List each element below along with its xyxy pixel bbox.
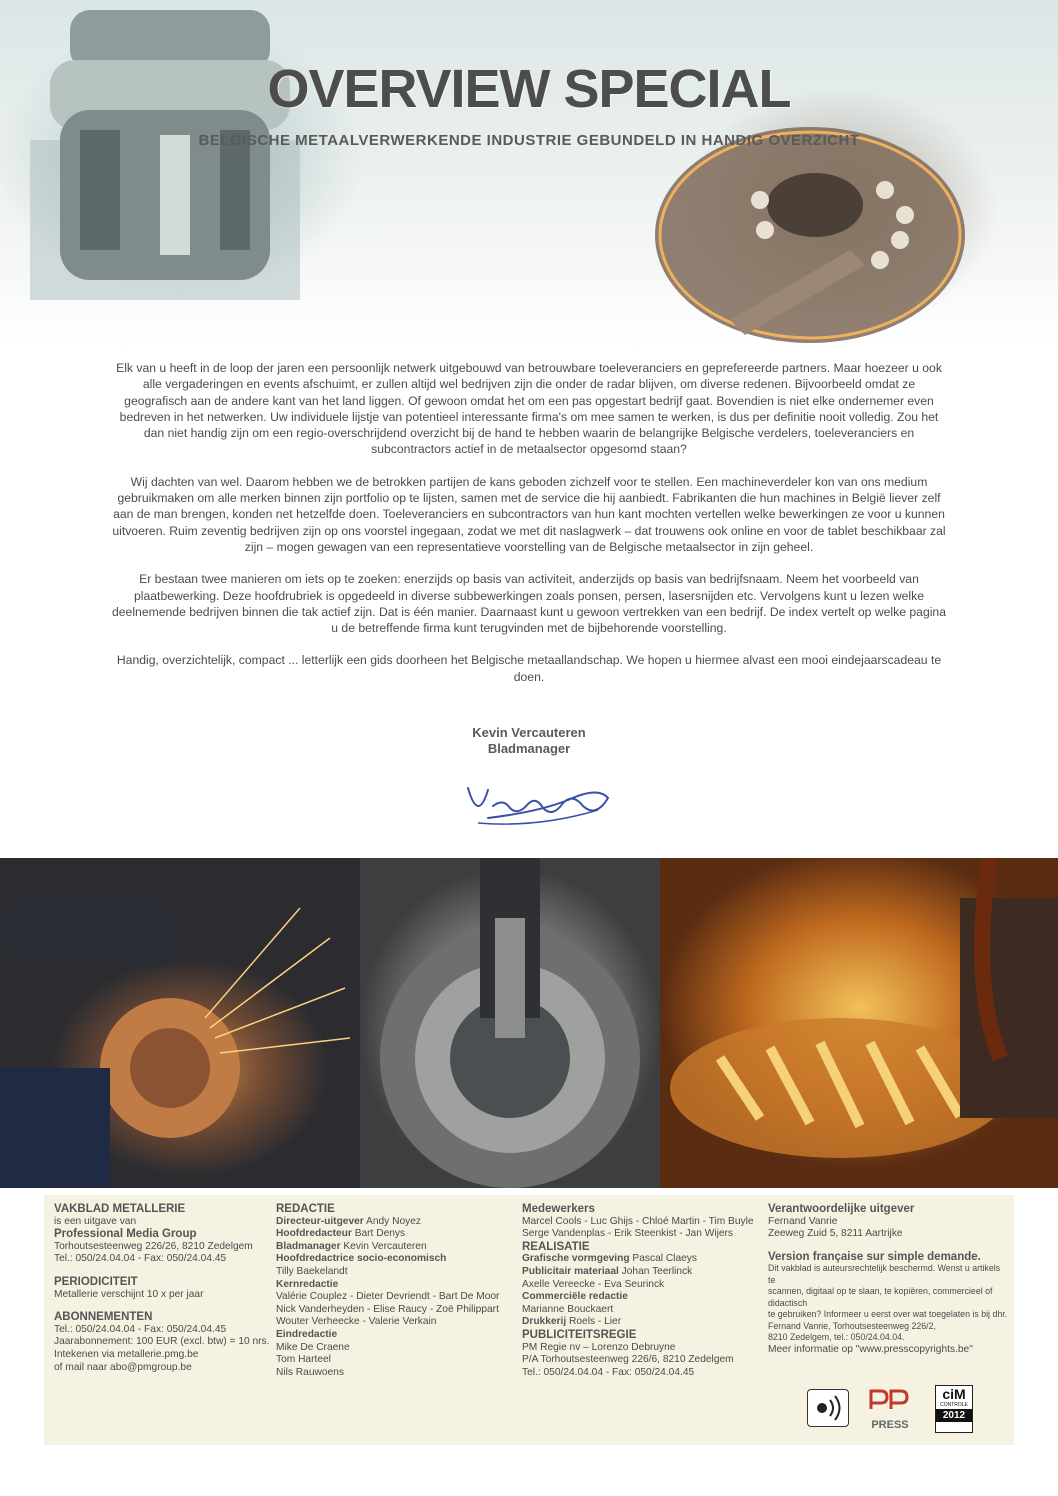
colophon-line: Jaarabonnement: 100 EUR (excl. btw) = 10 nrs. (54, 1336, 270, 1348)
gear-cutting-photo (360, 858, 660, 1188)
page-subtitle: BELGISCHE METAALVERWERKENDE INDUSTRIE GEBUNDELD IN HANDIG OVERZICHT (198, 132, 860, 149)
role-label: Eindredactie (276, 1328, 338, 1340)
article-paragraph: Er bestaan twee manieren om iets op te zoeken: enerzijds op basis van activiteit, anderzijds op basis van bedrijfsnaam. Neem het voorbeeld van plaatbewerking. Deze hoofdrubriek is opgedeeld in diverse subbewerkingen zoals ponsen, persen, lasersnijden etc. Vervolgens kunt u lezen welke deelnemende bedrijven binnen die tak actief zijn. Dat is één manier. Daarnaast kunt u gewoon vertrekken van een bedrijf. De index vertelt op welke pagina u de betreffende firma kunt terugvinden met de bijbehorende voorstelling. (112, 572, 946, 636)
colophon-line (522, 1266, 762, 1279)
role-name: Kevin Vercauteren (343, 1240, 427, 1252)
role-name: Marcel Cools - Luc Ghijs - Chloé Martin - Tim Buyle (522, 1215, 754, 1227)
colophon-heading: REALISATIE (522, 1240, 590, 1253)
role-name: Pascal Claeys (632, 1253, 697, 1265)
laser-cut-disc-image (650, 120, 970, 350)
colophon-publisher (54, 1203, 274, 1374)
cim-logo-icon: ciM CONTROLE 2012 (935, 1385, 973, 1433)
industrial-photo-strip (0, 858, 1058, 1188)
colophon-line: Fernand Vanrie (768, 1215, 838, 1227)
article-paragraph: Wij dachten van wel. Daarom hebben we de betrokken partijen de kans geboden zichzelf voor te stellen. Een machineverdeler kon van ons medium gebruikmaken om alle merken binnen zijn portfolio op te lijsten, samen met de service die hij aanbiedt. Fabrikanten die hun machines in België liever zelf aan de man brengen, konden net hetzelfde doen. Toeleveranciers en subcontractors van hun kant mochten vertellen welke bewerkingen ze voor u kunnen uitvoeren. Ruim zeventig bedrijven zijn op ons voorstel ingegaan, zodat we met dit naslagwerk – dat trouwens ook online en voor de tablet beschikbaar zal zijn – mogen gewagen van een representatieve voorstelling van de Belgische metaalsector in zijn geheel. (112, 474, 946, 554)
colophon-line (276, 1241, 516, 1254)
role-name: Tel.: 050/24.04.04 - Fax: 050/24.04.45 (522, 1366, 695, 1378)
role-label: Drukkerij (522, 1316, 567, 1328)
page-title: OVERVIEW SPECIAL (267, 59, 791, 119)
handwritten-signature (448, 768, 628, 834)
role-name: Andy Noyez (366, 1215, 421, 1227)
legal-line: scannen, digitaal op te slaan, te kopiëren, commercieel of didactisch (768, 1286, 993, 1308)
role-label: Publicitair materiaal (522, 1265, 619, 1277)
colophon-heading: PUBLICITEITSREGIE (522, 1328, 637, 1341)
press-logo-label: PRESS (871, 1419, 909, 1431)
colophon-production (522, 1203, 762, 1379)
role-name: Roels - Lier (569, 1316, 622, 1328)
role-name: Marianne Bouckaert (522, 1303, 614, 1315)
role-name: Axelle Vereecke - Eva Seurinck (522, 1278, 665, 1290)
colophon-heading: Medewerkers (522, 1203, 595, 1215)
role-name: P/A Torhoutsesteenweg 226/6, 8210 Zedelgem (522, 1354, 734, 1366)
colophon-heading: PERIODICITEIT (54, 1275, 138, 1288)
grinding-photo (0, 858, 360, 1188)
legal-line: 8210 Zedelgem, tel.: 050/24.04.04. (768, 1332, 905, 1343)
role-name: Serge Vandenplas - Erik Steenkist - Jan Wijers (522, 1228, 734, 1240)
role-label: Directeur-uitgever (276, 1215, 364, 1227)
colophon-heading: Version française sur simple demande. (768, 1250, 981, 1263)
role-label: Grafische vormgeving (522, 1253, 630, 1265)
colophon-line: is een uitgave van (54, 1215, 137, 1227)
cim-logo-label: CONTROLE (940, 1402, 968, 1408)
author-name: Kevin Vercauteren (472, 725, 586, 740)
colophon-heading: REDACTIE (276, 1203, 335, 1215)
colophon-publisher-name: Professional Media Group (54, 1228, 197, 1241)
article-paragraph: Elk van u heeft in de loop der jaren een persoonlijk netwerk uitgebouwd van betrouwbare toeleveranciers en geprefereerde partners. Maar hoezeer u ook alle vergaderingen en events afschuimt, er zullen altijd wel bedrijven zijn die onder de radar blijven, om diverse redenen. Bijvoorbeeld omdat ze geografisch aan de andere kant van het land liggen. Of gewoon omdat het om een pas opgestart bedrijf gaat. Bovendien is niet elke ondernemer even bedreven in het netwerken. Uw individuele lijstje van potentieel interessante firma's om mee samen te werken, is dus per definitie nooit volledig. Zou het dan niet handig zijn om een regio-overschrijdend overzicht bij de hand te hebben waarin de belangrijke Belgische verdelers, toeleveranciers en subcontractors actief in de metaalsector opgesomd staan? (116, 361, 942, 457)
role-name: Wouter Verheecke - Valerie Verkain (276, 1316, 437, 1328)
colophon-line (276, 1228, 516, 1241)
colophon-heading: Verantwoordelijke uitgever (768, 1203, 915, 1215)
role-label: Hoofdredacteur (276, 1228, 352, 1240)
press-logo-icon (867, 1385, 913, 1431)
article-paragraph: Handig, overzichtelijk, compact ... letterlijk een gids doorheen het Belgische metaallandschap. We hopen u hiermee alvast een mooi eindejaarscadeau te doen. (116, 653, 942, 684)
role-name: Johan Teerlinck (621, 1265, 693, 1277)
role-name: Mike De Craene (276, 1341, 350, 1353)
role-label: Commerciële redactie (522, 1291, 628, 1303)
colophon-line: Intekenen via metallerie.pmg.be (54, 1348, 199, 1360)
article-body (112, 360, 946, 701)
colophon-line: Metallerie verschijnt 10 x per jaar (54, 1288, 204, 1300)
lubricated-gears-photo (660, 858, 1058, 1188)
role-name: Bart Denys (354, 1228, 406, 1240)
author-role: Bladmanager (487, 741, 571, 756)
author-block (0, 725, 1058, 757)
cim-logo-year: 2012 (936, 1409, 972, 1422)
role-name: Nick Vanderheyden - Elise Raucy - Zoë Philippart (276, 1303, 499, 1315)
colophon-heading: VAKBLAD METALLERIE (54, 1203, 186, 1215)
milling-cutter-image (30, 0, 300, 300)
hero-banner (0, 0, 1058, 350)
colophon-line (522, 1253, 762, 1266)
partner-logos (775, 1385, 975, 1431)
role-name: Tom Harteel (276, 1354, 331, 1366)
sound-waves-logo-icon (807, 1389, 849, 1427)
colophon-address: Torhoutsesteenweg 226/26, 8210 Zedelgem (54, 1240, 253, 1252)
role-name: Nils Rauwoens (276, 1366, 344, 1378)
legal-line: te gebruiken? Informeer u eerst over wat toegelaten is bij dhr. (768, 1309, 1008, 1320)
legal-line: Dit vakblad is auteursrechtelijk beschermd. Wenst u artikels te (768, 1263, 1001, 1285)
colophon-line (522, 1316, 762, 1329)
role-label: Kernredactie (276, 1278, 339, 1290)
legal-line: Fernand Vanrie, Torhoutsesteenweg 226/2, (768, 1320, 936, 1331)
colophon-heading: ABONNEMENTEN (54, 1311, 153, 1324)
colophon-line: of mail naar abo@pmgroup.be (54, 1361, 192, 1373)
colophon-phone: Tel.: 050/24.04.04 - Fax: 050/24.04.45 (54, 1323, 227, 1335)
role-name: Valérie Couplez - Dieter Devriendt - Bart De Moor (276, 1291, 500, 1303)
legal-line: Meer informatie op "www.presscopyrights.be" (768, 1343, 973, 1355)
colophon-editorial (276, 1203, 516, 1379)
colophon-line (276, 1216, 516, 1229)
colophon-phone: Tel.: 050/24.04.04 - Fax: 050/24.04.45 (54, 1253, 227, 1265)
role-name: PM Regie nv – Lorenzo Debruyne (522, 1341, 676, 1353)
role-label: Bladmanager (276, 1240, 341, 1252)
colophon-legal (768, 1203, 1008, 1356)
colophon-address: Zeeweg Zuid 5, 8211 Aartrijke (768, 1228, 903, 1240)
role-label: Hoofdredactrice socio-economisch (276, 1253, 447, 1265)
role-name: Tilly Baekelandt (276, 1265, 348, 1277)
